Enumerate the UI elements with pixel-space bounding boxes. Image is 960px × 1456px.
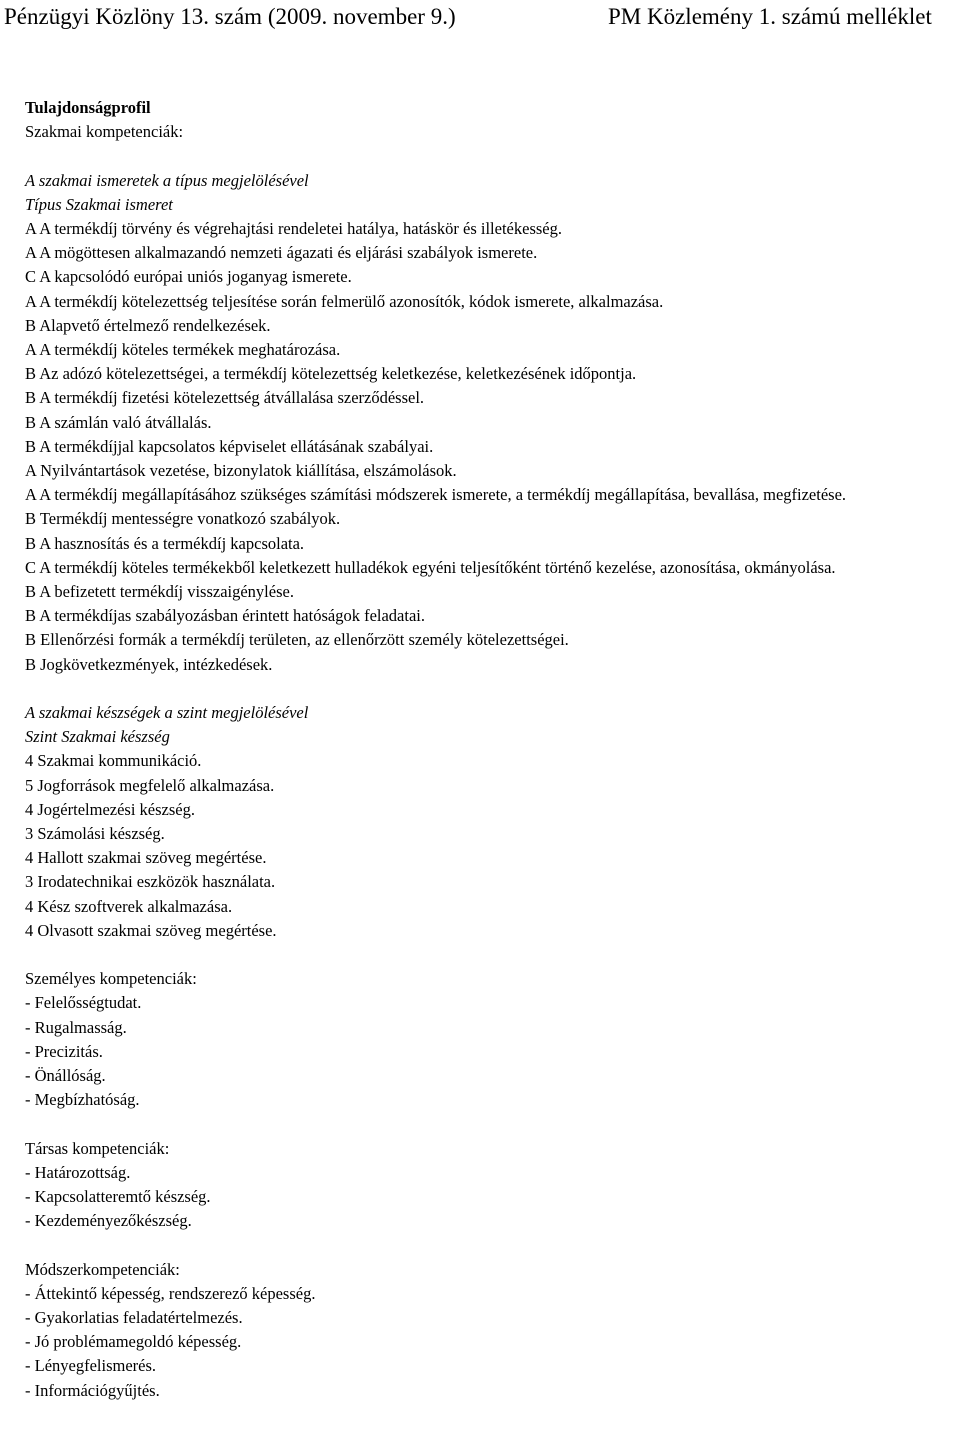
list-item: 4 Olvasott szakmai szöveg megértése.: [25, 920, 277, 940]
list-item: - Lényegfelismerés.: [25, 1356, 157, 1376]
spacer: [4, 144, 956, 168]
list-item: 4 Kész szoftverek alkalmazása.: [25, 896, 233, 916]
profile-title: Tulajdonságprofil: [25, 98, 151, 117]
knowledge-heading: A szakmai ismeretek a típus megjelölésével: [25, 170, 309, 190]
method-competencies-heading: Módszerkompetenciák:: [25, 1259, 180, 1279]
personal-competencies-heading: Személyes kompetenciák:: [25, 969, 197, 989]
spacer: [4, 943, 956, 967]
list-item: B A hasznosítás és a termékdíj kapcsolata.: [25, 533, 305, 553]
list-item: B Az adózó kötelezettségei, a termékdíj kötelezettség keletkezése, keletkezésének időpontja.: [25, 364, 637, 384]
list-item: - Kapcsolatteremtő készség.: [25, 1187, 211, 1207]
list-item: - Megbízhatóság.: [25, 1090, 140, 1110]
method-list: [4, 1282, 956, 1403]
list-item: - Önállóság.: [25, 1066, 106, 1086]
list-item: B A termékdíj fizetési kötelezettség átvállalása szerződéssel.: [25, 388, 425, 408]
social-list: [4, 1161, 956, 1234]
document-body: [4, 96, 956, 1403]
spacer: [4, 1112, 956, 1136]
knowledge-list: [4, 217, 956, 677]
knowledge-column-header: Típus Szakmai ismeret: [25, 194, 173, 214]
list-item: - Jó problémamegoldó képesség.: [25, 1332, 242, 1352]
list-item: A A mögöttesen alkalmazandó nemzeti ágazati és eljárási szabályok ismerete.: [25, 243, 538, 263]
list-item: - Felelősségtudat.: [25, 993, 142, 1013]
list-item: C A termékdíj köteles termékekből keletkezett hulladékok egyéni teljesítőként történő kezelése, azonosítása, okmányolása.: [25, 557, 836, 577]
list-item: B A befizetett termékdíj visszaigénylése.: [25, 582, 294, 602]
personal-list: [4, 991, 956, 1112]
list-item: A A termékdíj törvény és végrehajtási rendeletei hatálya, hatáskör és illetékesség.: [25, 219, 562, 238]
list-item: C A kapcsolódó európai uniós joganyag ismerete.: [25, 267, 352, 287]
list-item: - Áttekintő képesség, rendszerező képesség.: [25, 1283, 316, 1303]
list-item: - Információgyűjtés.: [25, 1380, 160, 1400]
list-item: 4 Szakmai kommunikáció.: [25, 751, 202, 771]
list-item: B A termékdíjjal kapcsolatos képviselet ellátásának szabályai.: [25, 436, 434, 456]
list-item: - Kezdeményezőkészség.: [25, 1211, 192, 1231]
list-item: - Rugalmasság.: [25, 1017, 127, 1037]
list-item: - Határozottság.: [25, 1162, 131, 1182]
list-item: B Ellenőrzési formák a termékdíj területen, az ellenőrzött személy kötelezettségei.: [25, 630, 569, 650]
list-item: B A számlán való átvállalás.: [25, 412, 212, 432]
list-item: 5 Jogforrások megfelelő alkalmazása.: [25, 775, 275, 795]
skills-column-header: Szint Szakmai készség: [25, 727, 170, 747]
list-item: - Gyakorlatias feladatértelmezés.: [25, 1308, 243, 1328]
list-item: B Alapvető értelmező rendelkezések.: [25, 315, 271, 335]
list-item: 3 Irodatechnikai eszközök használata.: [25, 872, 276, 892]
page-header: [4, 2, 960, 32]
list-item: B Jogkövetkezmények, intézkedések.: [25, 654, 273, 674]
list-item: B A termékdíjas szabályozásban érintett hatóságok feladatai.: [25, 606, 425, 626]
professional-competencies-heading: Szakmai kompetenciák:: [25, 122, 184, 142]
list-item: A A termékdíj megállapításához szükséges számítási módszerek ismerete, a termékdíj megállapítása, bevallása, megfizetése.: [25, 485, 847, 505]
list-item: - Precizitás.: [25, 1041, 103, 1061]
list-item: B Termékdíj mentességre vonatkozó szabályok.: [25, 509, 341, 529]
header-publication: Pénzügyi Közlöny 13. szám (2009. november 9.): [4, 4, 456, 29]
list-item: A A termékdíj kötelezettség teljesítése során felmerülő azonosítók, kódok ismerete, alkalmazása.: [25, 291, 664, 311]
skills-heading: A szakmai készségek a szint megjelölésével: [25, 703, 309, 723]
social-competencies-heading: Társas kompetenciák:: [25, 1138, 170, 1158]
skills-list: [4, 749, 956, 943]
spacer: [4, 1233, 956, 1257]
spacer: [4, 677, 956, 701]
list-item: 3 Számolási készség.: [25, 824, 165, 844]
list-item: 4 Hallott szakmai szöveg megértése.: [25, 848, 267, 868]
list-item: 4 Jogértelmezési készség.: [25, 799, 195, 819]
list-item: A Nyilvántartások vezetése, bizonylatok kiállítása, elszámolások.: [25, 461, 457, 481]
list-item: A A termékdíj köteles termékek meghatározása.: [25, 340, 341, 360]
header-annex: PM Közlemény 1. számú melléklet: [608, 4, 932, 29]
